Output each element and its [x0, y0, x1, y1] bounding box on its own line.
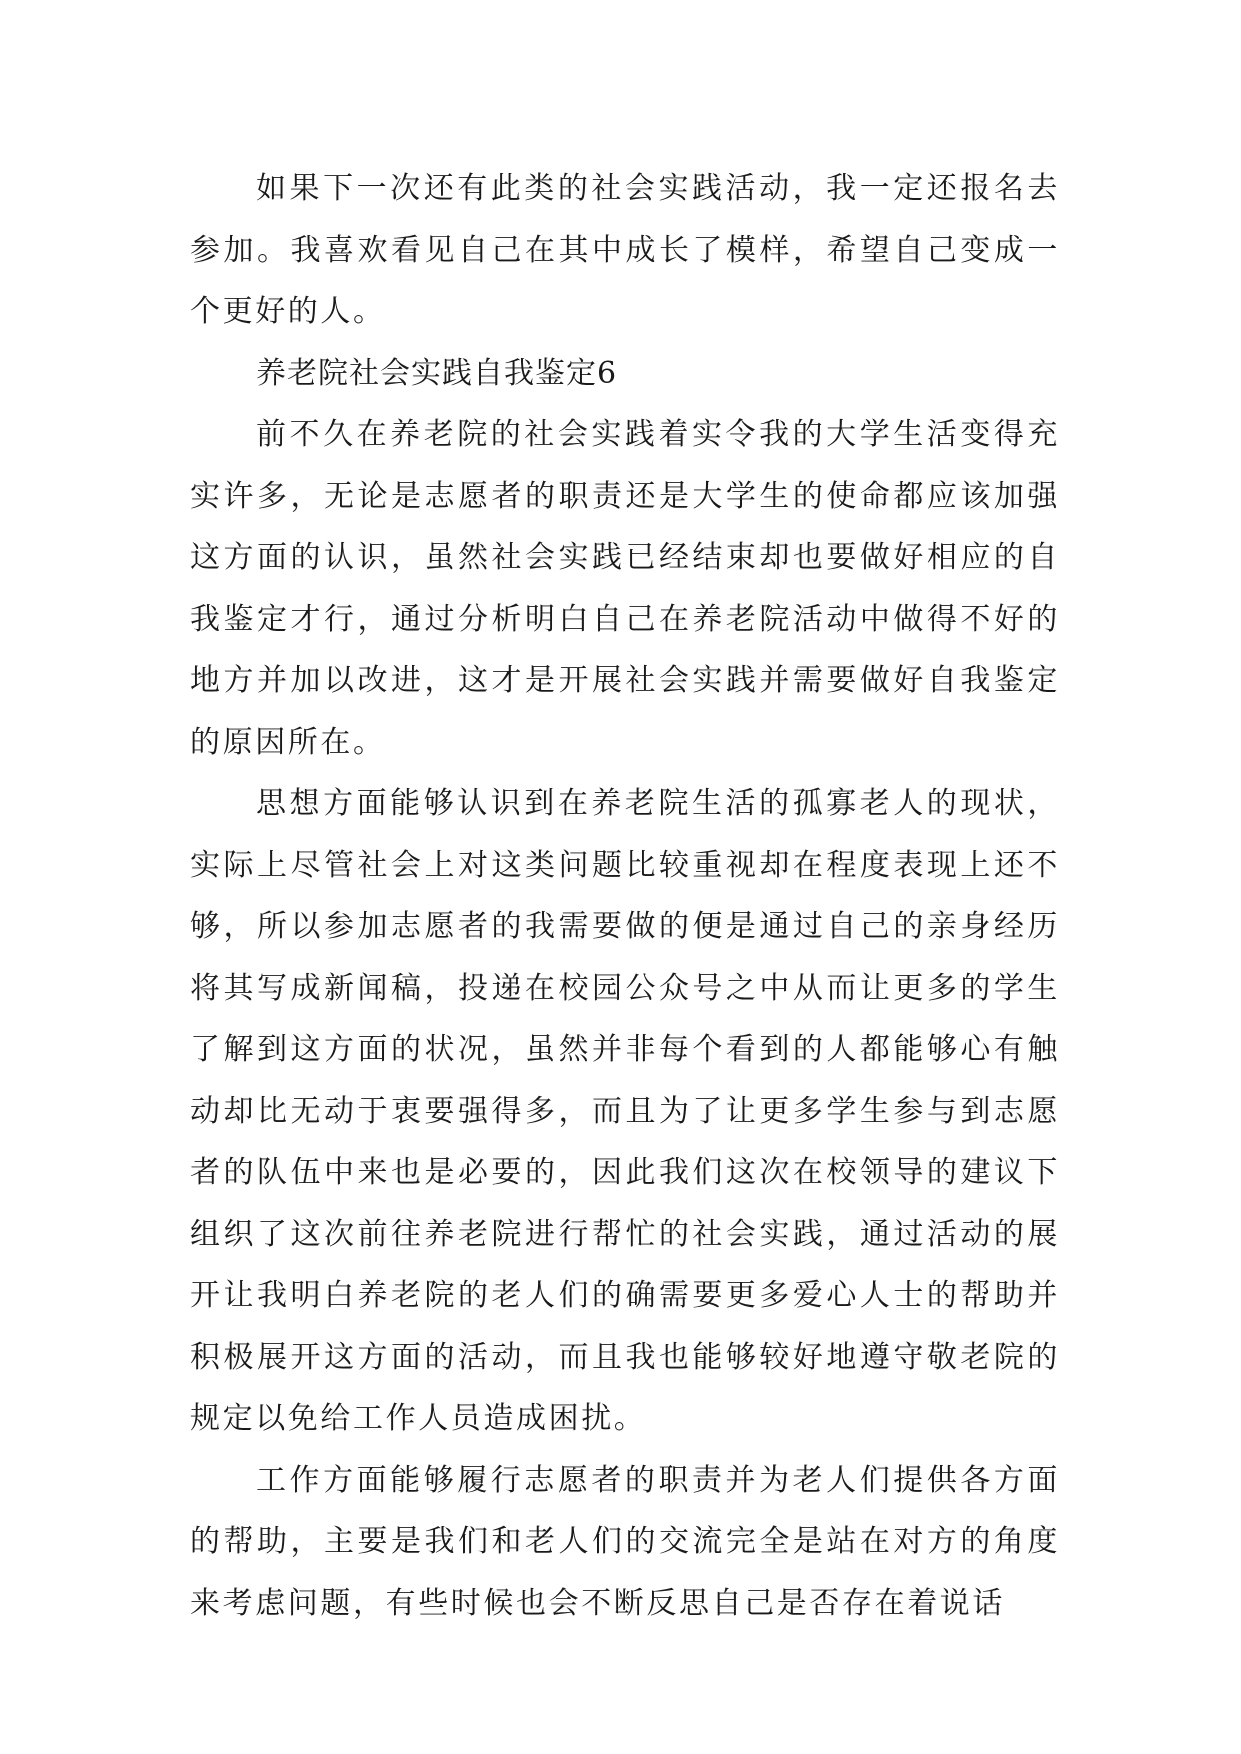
paragraph-intro: 前不久在养老院的社会实践着实令我的大学生活变得充实许多，无论是志愿者的职责还是大学生的使命都应该加强这方面的认识，虽然社会实践已经结束却也要做好相应的自我鉴定才行，通过分析明白自己在养老院活动中做得不好的地方并加以改进，这才是开展社会实践并需要做好自我鉴定的原因所在。	[190, 417, 1060, 760]
paragraph-closing-previous: 如果下一次还有此类的社会实践活动，我一定还报名去参加。我喜欢看见自己在其中成长了模样，希望自己变成一个更好的人。	[190, 171, 1060, 329]
paragraph-work: 工作方面能够履行志愿者的职责并为老人们提供各方面的帮助，主要是我们和老人们的交流完全是站在对方的角度来考虑问题，有些时候也会不断反思自己是否存在着说话	[190, 1462, 1060, 1621]
document-body	[190, 158, 1060, 1634]
section-title: 养老院社会实践自我鉴定6	[256, 355, 618, 391]
paragraph-thought: 思想方面能够认识到在养老院生活的孤寡老人的现状，实际上尽管社会上对这类问题比较重视却在程度表现上还不够，所以参加志愿者的我需要做的便是通过自己的亲身经历将其写成新闻稿，投递在校园公众号之中从而让更多的学生了解到这方面的状况，虽然并非每个看到的人都能够心有触动却比无动于衷要强得多，而且为了让更多学生参与到志愿者的队伍中来也是必要的，因此我们这次在校领导的建议下组织了这次前往养老院进行帮忙的社会实践，通过活动的展开让我明白养老院的老人们的确需要更多爱心人士的帮助并积极展开这方面的活动，而且我也能够较好地遵守敬老院的规定以免给工作人员造成困扰。	[190, 786, 1060, 1436]
